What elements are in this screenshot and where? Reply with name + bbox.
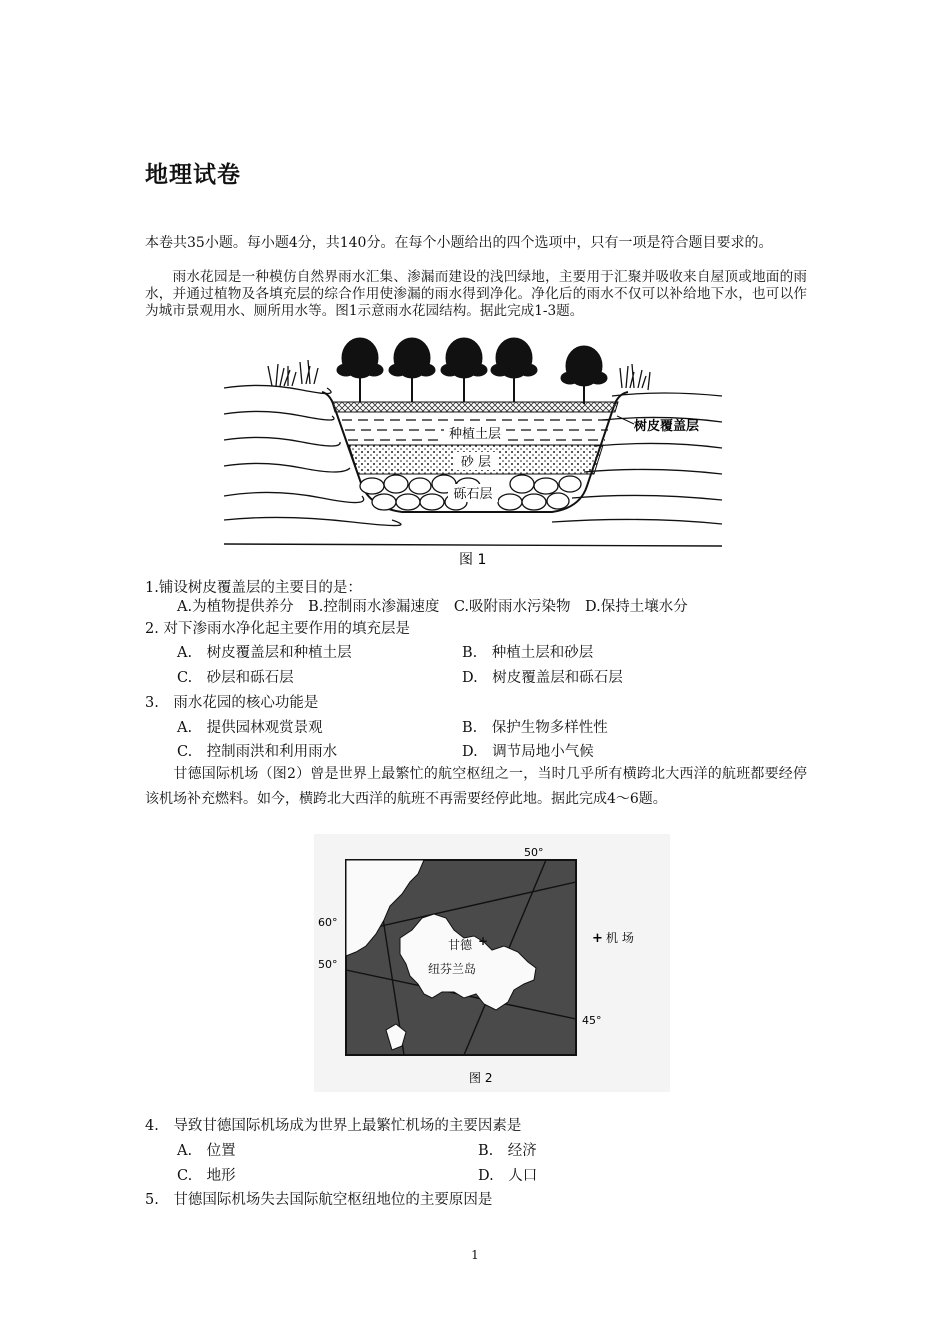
q4-option-d: D. 人口 (478, 1168, 538, 1184)
q2-stem: 2. 对下渗雨水净化起主要作用的填充层是 (145, 621, 410, 637)
figure2-caption: 图 2 (469, 1071, 493, 1085)
q2-option-b: B. 种植土层和砂层 (462, 645, 594, 661)
label-lat-60: 60° (318, 916, 338, 929)
label-sand: 砂 层 (460, 455, 492, 470)
q2-option-c: C. 砂层和砾石层 (177, 670, 294, 686)
page-title: 地理试卷 (145, 162, 241, 188)
q4-option-a: A. 位置 (177, 1143, 236, 1159)
label-lat-50-left: 50° (318, 958, 338, 971)
q5-stem: 5. 甘德国际机场失去国际航空枢纽地位的主要原因是 (145, 1192, 493, 1208)
newfoundland-map (314, 834, 670, 1092)
figure1-caption: 图 1 (459, 552, 487, 568)
passage-1: 雨水花园是一种模仿自然界雨水汇集、渗漏而建设的浅凹绿地，主要用于汇聚并吸收来自屋顶或地面的雨水，并通过植物及各填充层的综合作用使渗漏的雨水得到净化。净化后的雨水不仅可以补给地下水，也可以作为城市景观用水、厕所用水等。图1示意雨水花园结构。据此完成1-3题。 (145, 269, 807, 319)
q3-option-a: A. 提供园林观赏景观 (177, 720, 323, 736)
label-soil: 种植土层 (448, 427, 502, 442)
q2-option-a: A. 树皮覆盖层和种植土层 (177, 645, 352, 661)
plants (337, 338, 607, 404)
q4-option-c: C. 地形 (177, 1168, 236, 1184)
label-lat-50-top: 50° (524, 846, 544, 859)
label-bark: 树皮覆盖层 (634, 419, 700, 434)
intro-text: 本卷共35小题。每小题4分，共140分。在每个小题给出的四个选项中，只有一项是符合题目要求的。 (145, 235, 773, 251)
q1-options: A.为植物提供养分 B.控制雨水渗漏速度 C.吸附雨水污染物 D.保持土壤水分 (177, 599, 688, 615)
page-number: 1 (471, 1248, 479, 1262)
q4-stem: 4. 导致甘德国际机场成为世界上最繁忙机场的主要因素是 (145, 1118, 522, 1134)
passage-2: 甘德国际机场（图2）曾是世界上最繁忙的航空枢纽之一，当时几乎所有横跨北大西洋的航班都要经停该机场补充燃料。如今，横跨北大西洋的航班不再需要经停此地。据此完成4～6题。 (145, 766, 807, 807)
legend-airport-icon: + (592, 931, 603, 946)
q3-stem: 3. 雨水花园的核心功能是 (145, 695, 319, 711)
q1-stem: 1.铺设树皮覆盖层的主要目的是： (145, 580, 362, 596)
rain-garden-diagram (222, 336, 727, 572)
q4-option-b: B. 经济 (478, 1143, 537, 1159)
airport-icon: + (478, 934, 489, 948)
q3-option-b: B. 保护生物多样性性 (462, 720, 608, 736)
q3-option-c: C. 控制雨洪和利用雨水 (177, 744, 338, 760)
label-lat-45: 45° (582, 1014, 602, 1027)
q3-option-d: D. 调节局地小气候 (462, 744, 594, 760)
q2-option-d: D. 树皮覆盖层和砾石层 (462, 670, 623, 686)
legend-airport-label: 机 场 (606, 931, 634, 945)
label-gravel: 砾石层 (453, 487, 493, 502)
label-gander: 甘德 (448, 938, 473, 952)
label-island: 纽芬兰岛 (428, 962, 477, 976)
